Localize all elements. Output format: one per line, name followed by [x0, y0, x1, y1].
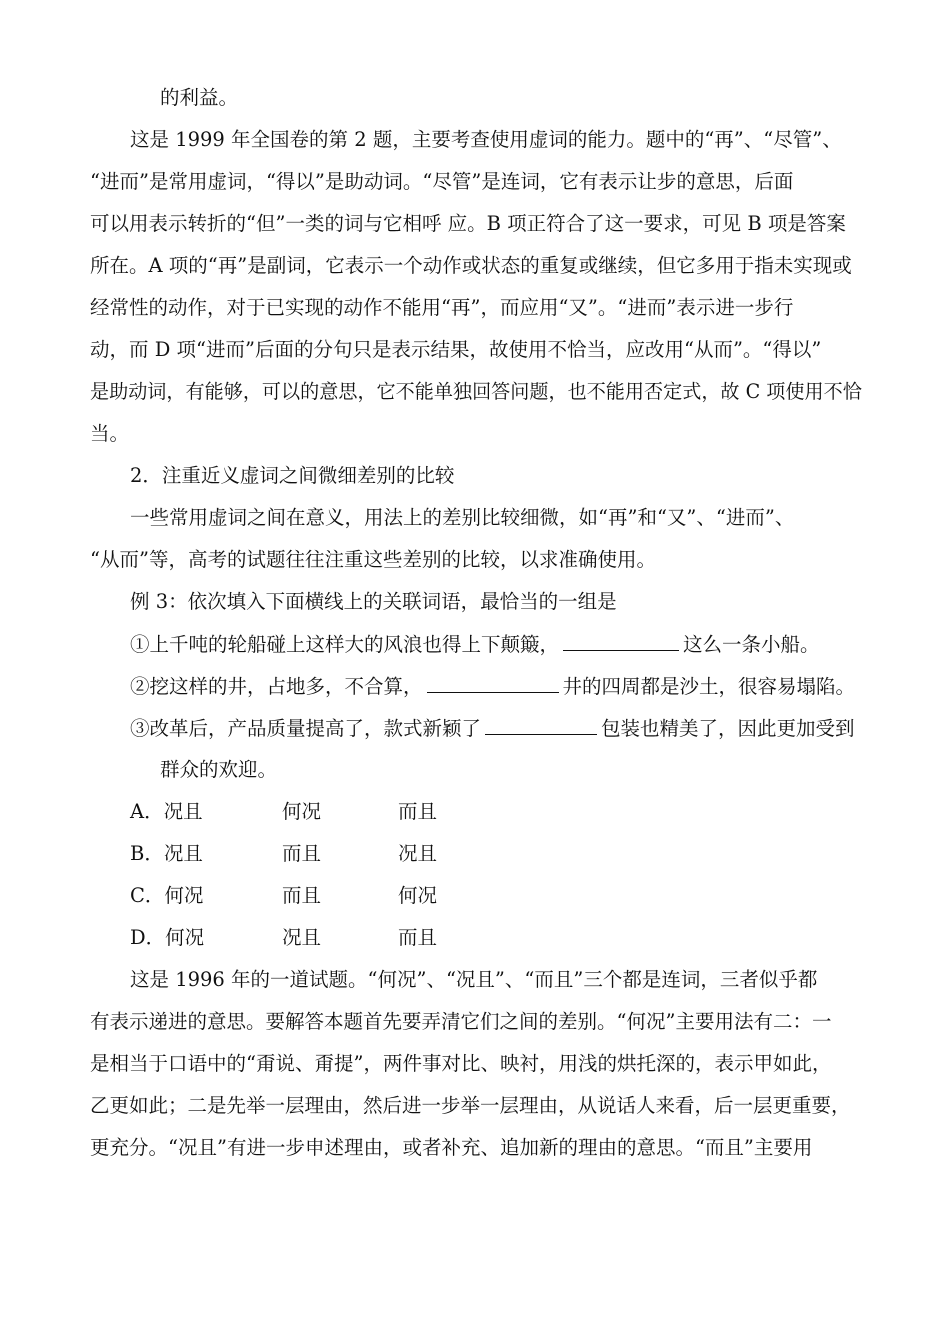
text-line: 的利益。: [160, 86, 239, 109]
option-word: 而且: [282, 884, 322, 907]
item-text: 这么一条小船。: [683, 633, 820, 656]
text-line: 经常性的动作，对于已实现的动作不能用“再”，而应用“又”。“进而”表示进一步行: [90, 296, 794, 319]
option-word: 而且: [282, 842, 322, 865]
text-line: 这是 1999 年全国卷的第 2 题，主要考查使用虚词的能力。题中的“再”、“尽管”、: [130, 128, 842, 151]
option-word: 何况: [398, 884, 438, 907]
text-line: 有表示递进的意思。要解答本题首先要弄清它们之间的差别。“何况”主要用法有二：一: [90, 1010, 832, 1033]
text-line: 这是 1996 年的一道试题。“何况”、“况且”、“而且”三个都是连词，三者似乎都: [130, 968, 818, 991]
answer-blank: [485, 716, 597, 735]
item-text: ①上千吨的轮船碰上这样大的风浪也得上下颠簸，: [130, 633, 560, 656]
text-line: “进而”是常用虚词，“得以”是助动词。“尽管”是连词，它有表示让步的意思，后面: [90, 170, 794, 193]
text-line: 一些常用虚词之间在意义，用法上的差别比较细微，如“再”和“又”、“进而”、: [130, 506, 795, 529]
question-item-2: [130, 674, 855, 699]
option-word: 而且: [398, 926, 438, 949]
section-heading: 2．注重近义虚词之间微细差别的比较: [130, 464, 455, 487]
text-line: “从而”等，高考的试题往往注重这些差别的比较，以求准确使用。: [90, 548, 656, 571]
text-line: 乙更如此；二是先举一层理由，然后进一步举一层理由，从说话人来看，后一层更重要，: [90, 1094, 851, 1117]
text-line: 所在。A 项的“再”是副词，它表示一个动作或状态的重复或继续，但它多用于指未实现或: [90, 254, 852, 277]
option-label: C．何况: [130, 884, 204, 907]
text-line: 动，而 D 项“进而”后面的分句只是表示结果，故使用不恰当，应改用“从而”。“得以”: [90, 338, 822, 361]
text-line: 当。: [90, 422, 130, 445]
option-label: D．何况: [130, 926, 205, 949]
item-text: ②挖这样的井，占地多，不合算，: [130, 675, 423, 698]
text-line: 是相当于口语中的“甭说、甭提”，两件事对比、映衬，用浅的烘托深的，表示甲如此，: [90, 1052, 832, 1075]
option-label: B．况且: [130, 842, 203, 865]
text-line: 是助动词，有能够，可以的意思，它不能单独回答问题，也不能用否定式，故 C 项使用不恰: [90, 380, 862, 403]
answer-blank: [563, 632, 679, 651]
text-line: 更充分。“况且”有进一步申述理由，或者补充、追加新的理由的意思。“而且”主要用: [90, 1136, 813, 1159]
example-prompt: 例 3：依次填入下面横线上的关联词语，最恰当的一组是: [130, 590, 617, 613]
text-line: 群众的欢迎。: [160, 758, 278, 781]
item-text: 井的四周都是沙土，很容易塌陷。: [562, 675, 856, 698]
item-text: ③改革后，产品质量提高了，款式新颖了: [130, 717, 482, 740]
question-item-1: [130, 632, 820, 657]
option-label: A．况且: [130, 800, 203, 823]
option-word: 况且: [398, 842, 438, 865]
option-word: 何况: [282, 800, 322, 823]
answer-blank: [427, 674, 559, 693]
item-text: 包装也精美了，因此更加受到: [601, 717, 855, 740]
text-line: 可以用表示转折的“但”一类的词与它相呼 应。B 项正符合了这一要求，可见 B 项是答案: [90, 212, 846, 235]
question-item-3: [130, 716, 855, 741]
option-word: 况且: [282, 926, 322, 949]
option-word: 而且: [398, 800, 438, 823]
